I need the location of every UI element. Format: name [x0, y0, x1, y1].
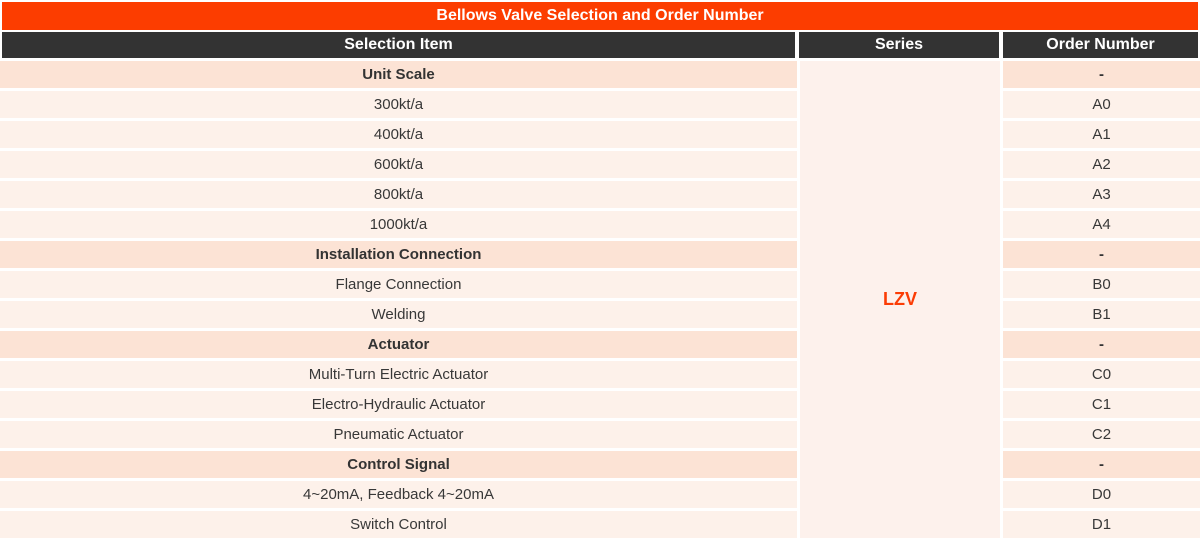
- selection-item-cell: 800kt/a: [0, 181, 797, 208]
- order-number-cell: C0: [1003, 361, 1200, 388]
- selection-item-cell: 1000kt/a: [0, 211, 797, 238]
- selection-item-cell: Electro-Hydraulic Actuator: [0, 391, 797, 418]
- order-number-cell: A4: [1003, 211, 1200, 238]
- selection-item-cell: 4~20mA, Feedback 4~20mA: [0, 481, 797, 508]
- selection-item-cell: Multi-Turn Electric Actuator: [0, 361, 797, 388]
- order-number-cell: A3: [1003, 181, 1200, 208]
- selection-item-cell: Pneumatic Actuator: [0, 421, 797, 448]
- table-body: [0, 61, 1200, 541]
- order-number-cell: -: [1003, 451, 1200, 478]
- selection-item-cell: Installation Connection: [0, 241, 797, 268]
- column-header-series: Series: [799, 32, 999, 58]
- column-header-order-number: Order Number: [1003, 32, 1198, 58]
- order-number-cell: D0: [1003, 481, 1200, 508]
- order-number-cell: C1: [1003, 391, 1200, 418]
- order-number-cell: B0: [1003, 271, 1200, 298]
- order-number-cell: -: [1003, 331, 1200, 358]
- selection-item-cell: Unit Scale: [0, 61, 797, 88]
- order-number-cell: C2: [1003, 421, 1200, 448]
- selection-item-cell: 400kt/a: [0, 121, 797, 148]
- selection-item-column: [0, 61, 797, 541]
- series-cell: [800, 61, 1000, 538]
- order-number-cell: A0: [1003, 91, 1200, 118]
- selection-item-cell: 300kt/a: [0, 91, 797, 118]
- order-number-cell: D1: [1003, 511, 1200, 538]
- order-number-cell: -: [1003, 241, 1200, 268]
- column-header-selection-item: Selection Item: [2, 32, 795, 58]
- selection-item-cell: Actuator: [0, 331, 797, 358]
- order-number-column: [1003, 61, 1200, 541]
- table-title: Bellows Valve Selection and Order Number: [2, 2, 1198, 30]
- selection-item-cell: 600kt/a: [0, 151, 797, 178]
- series-value: LZV: [883, 289, 917, 309]
- selection-item-cell: Switch Control: [0, 511, 797, 538]
- order-number-cell: -: [1003, 61, 1200, 88]
- selection-item-cell: Welding: [0, 301, 797, 328]
- table-header-row: [2, 32, 1198, 58]
- selection-item-cell: Flange Connection: [0, 271, 797, 298]
- order-number-cell: A1: [1003, 121, 1200, 148]
- order-number-cell: A2: [1003, 151, 1200, 178]
- order-number-cell: B1: [1003, 301, 1200, 328]
- selection-item-cell: Control Signal: [0, 451, 797, 478]
